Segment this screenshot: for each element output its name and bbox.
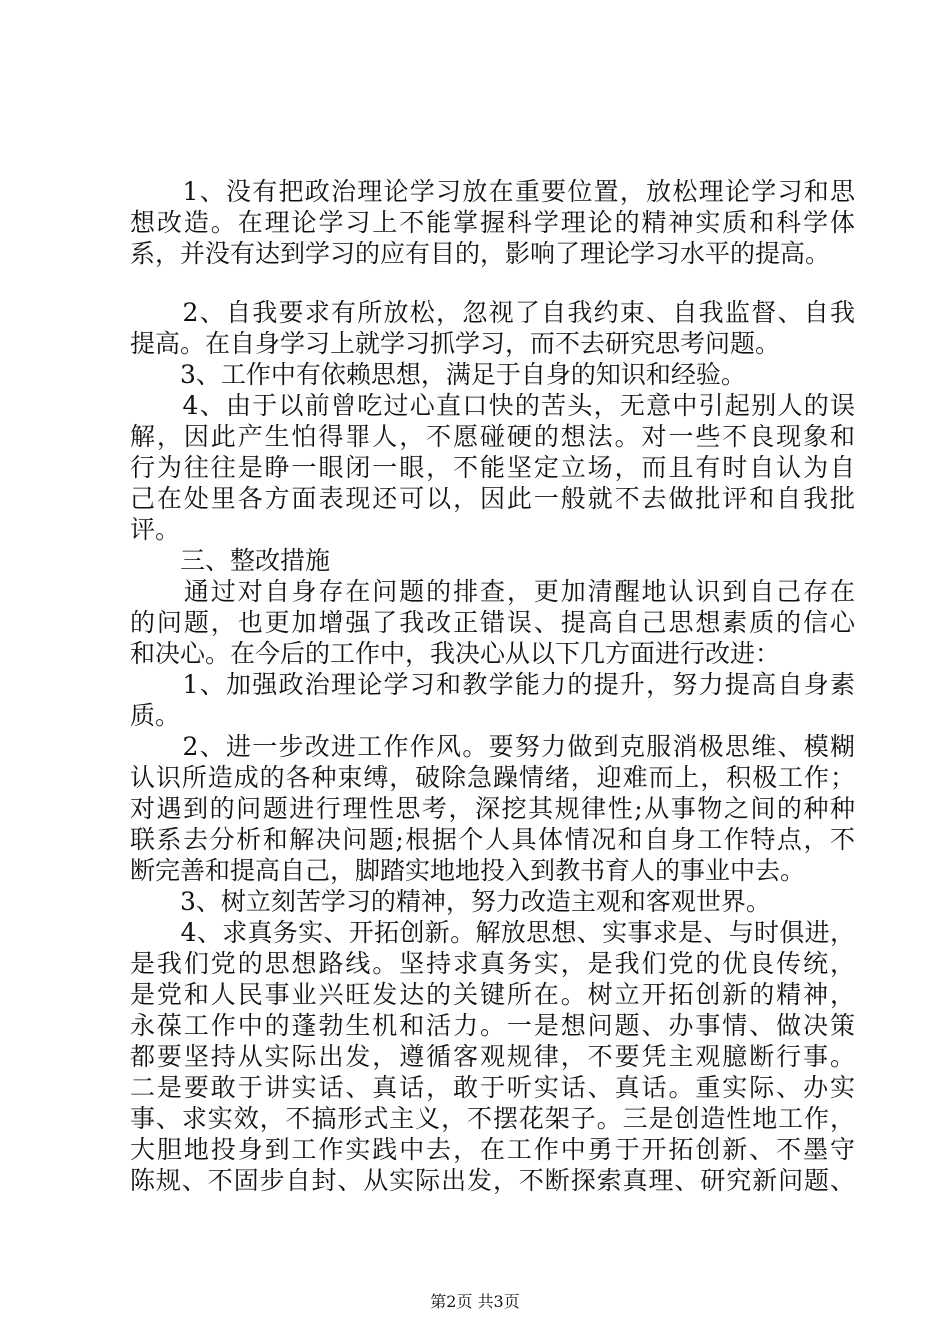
text-line: 系，并没有达到学习的应有目的，影响了理论学习水平的提高。	[130, 239, 831, 268]
text-line: 大胆地投身到工作实践中去，在工作中勇于开拓创新、不墨守	[130, 1135, 855, 1164]
text-line: 3、工作中有依赖思想，满足于自身的知识和经验。	[130, 360, 746, 389]
text-line: 是党和人民事业兴旺发达的关键所在。树立开拓创新的精神，	[130, 980, 855, 1009]
text-line: 对遇到的问题进行理性思考，深挖其规律性;从事物之间的种种	[130, 794, 855, 823]
text-line: 想改造。在理论学习上不能掌握科学理论的精神实质和科学体	[130, 208, 855, 237]
text-line: 2、自我要求有所放松，忽视了自我约束、自我监督、自我	[130, 298, 855, 327]
text-line: 1、加强政治理论学习和教学能力的提升，努力提高自身素	[130, 670, 855, 699]
page-number-footer: 第2页 共3页	[430, 1292, 520, 1311]
text-line: 评。	[130, 515, 181, 544]
section-heading: 三、整改措施	[130, 546, 331, 575]
text-line: 提高。在自身学习上就学习抓学习，而不去研究思考问题。	[130, 329, 781, 358]
text-line: 永葆工作中的蓬勃生机和活力。一是想问题、办事情、做决策	[130, 1011, 855, 1040]
text-line: 和决心。在今后的工作中，我决心从以下几方面进行改进：	[130, 639, 781, 668]
text-line: 都要坚持从实际出发，遵循客观规律，不要凭主观臆断行事。	[130, 1042, 855, 1071]
text-line: 的问题，也更加增强了我改正错误、提高自己思想素质的信心	[130, 608, 855, 637]
text-line: 1、没有把政治理论学习放在重要位置，放松理论学习和思	[130, 177, 855, 206]
text-line: 陈规、不固步自封、从实际出发，不断探索真理、研究新问题、	[130, 1166, 855, 1195]
text-line: 断完善和提高自己，脚踏实地地投入到教书育人的事业中去。	[130, 856, 806, 885]
text-line: 联系去分析和解决问题;根据个人具体情况和自身工作特点，不	[130, 825, 855, 854]
text-line: 通过对自身存在问题的排查，更加清醒地认识到自己存在	[130, 577, 855, 606]
text-line: 质。	[130, 701, 181, 730]
text-line: 认识所造成的各种束缚，破除急躁情绪，迎难而上，积极工作；	[130, 763, 855, 792]
text-line: 二是要敢于讲实话、真话，敢于听实话、真话。重实际、办实	[130, 1073, 855, 1102]
text-line: 4、由于以前曾吃过心直口快的苦头，无意中引起别人的误	[130, 391, 855, 420]
text-line: 行为往往是睁一眼闭一眼，不能坚定立场，而且有时自认为自	[130, 453, 855, 482]
text-line: 是我们党的思想路线。坚持求真务实，是我们党的优良传统，	[130, 949, 855, 978]
text-line: 事、求实效，不搞形式主义，不摆花架子。三是创造性地工作，	[130, 1104, 855, 1133]
text-line: 2、进一步改进工作作风。要努力做到克服消极思维、模糊	[130, 732, 855, 761]
text-line: 4、求真务实、开拓创新。解放思想、实事求是、与时俱进，	[130, 918, 855, 947]
text-line: 解，因此产生怕得罪人，不愿碰硬的想法。对一些不良现象和	[130, 422, 855, 451]
text-line: 3、树立刻苦学习的精神，努力改造主观和客观世界。	[130, 887, 771, 916]
text-line: 己在处里各方面表现还可以，因此一般就不去做批评和自我批	[130, 484, 855, 513]
